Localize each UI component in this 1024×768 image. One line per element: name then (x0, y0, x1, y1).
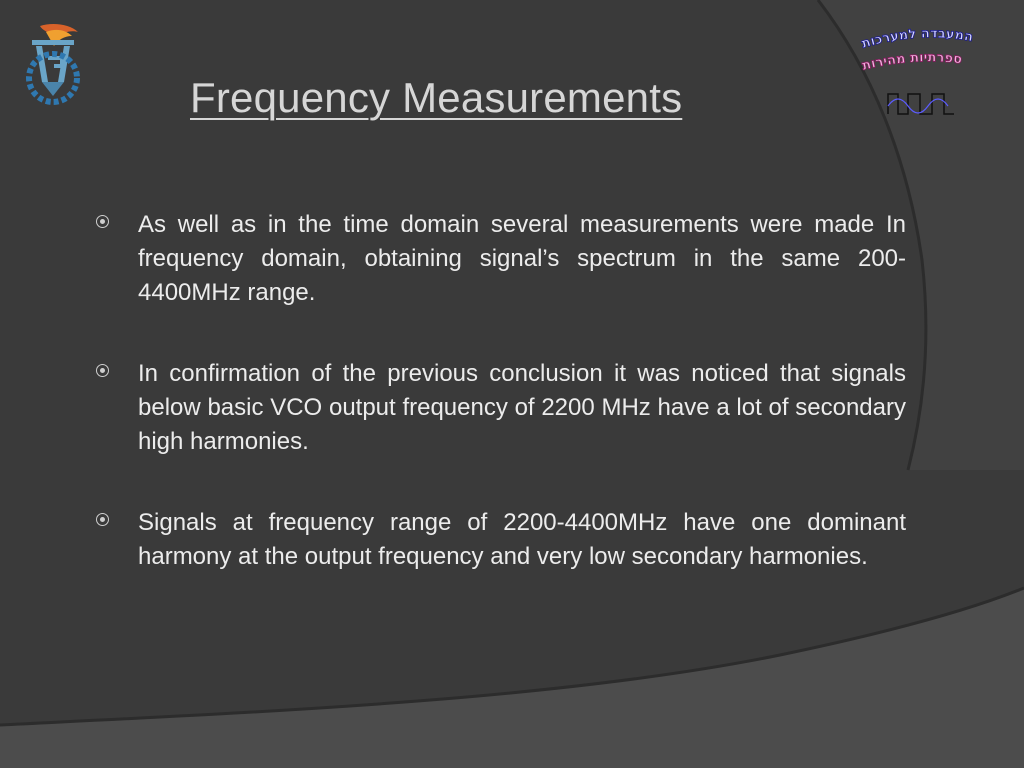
bullet-text: In confirmation of the previous conclusion it was noticed that signals below basic VCO output frequency of 2200 MHz have a lot of secondary high harmonies. (138, 360, 906, 455)
lab-logo (858, 26, 998, 126)
circled-dot-bullet-icon (96, 513, 109, 526)
svg-text:המעבדה למערכות (860, 26, 974, 51)
bullet-item (94, 506, 906, 574)
bullet-item (94, 357, 906, 459)
svg-text:ספרתיות מהירות (861, 50, 963, 73)
bullet-item (94, 208, 906, 310)
circled-dot-bullet-icon (96, 215, 109, 228)
lab-logo-line2: ספרתיות מהירות (860, 50, 963, 74)
bullet-text: As well as in the time domain several measurements were made In frequency domain, obtaining signal’s spectrum in the same 200-4400MHz range. (138, 211, 906, 306)
technion-logo (22, 22, 84, 112)
signal-waveform-icon (888, 94, 954, 114)
circled-dot-bullet-icon (96, 364, 109, 377)
bullet-text: Signals at frequency range of 2200-4400MHz have one dominant harmony at the output frequency and very low secondary harmonies. (138, 509, 906, 570)
lab-logo-line1: המעבדה למערכות (859, 26, 975, 52)
slide-title: Frequency Measurements (190, 74, 683, 121)
bullet-list (94, 208, 906, 621)
